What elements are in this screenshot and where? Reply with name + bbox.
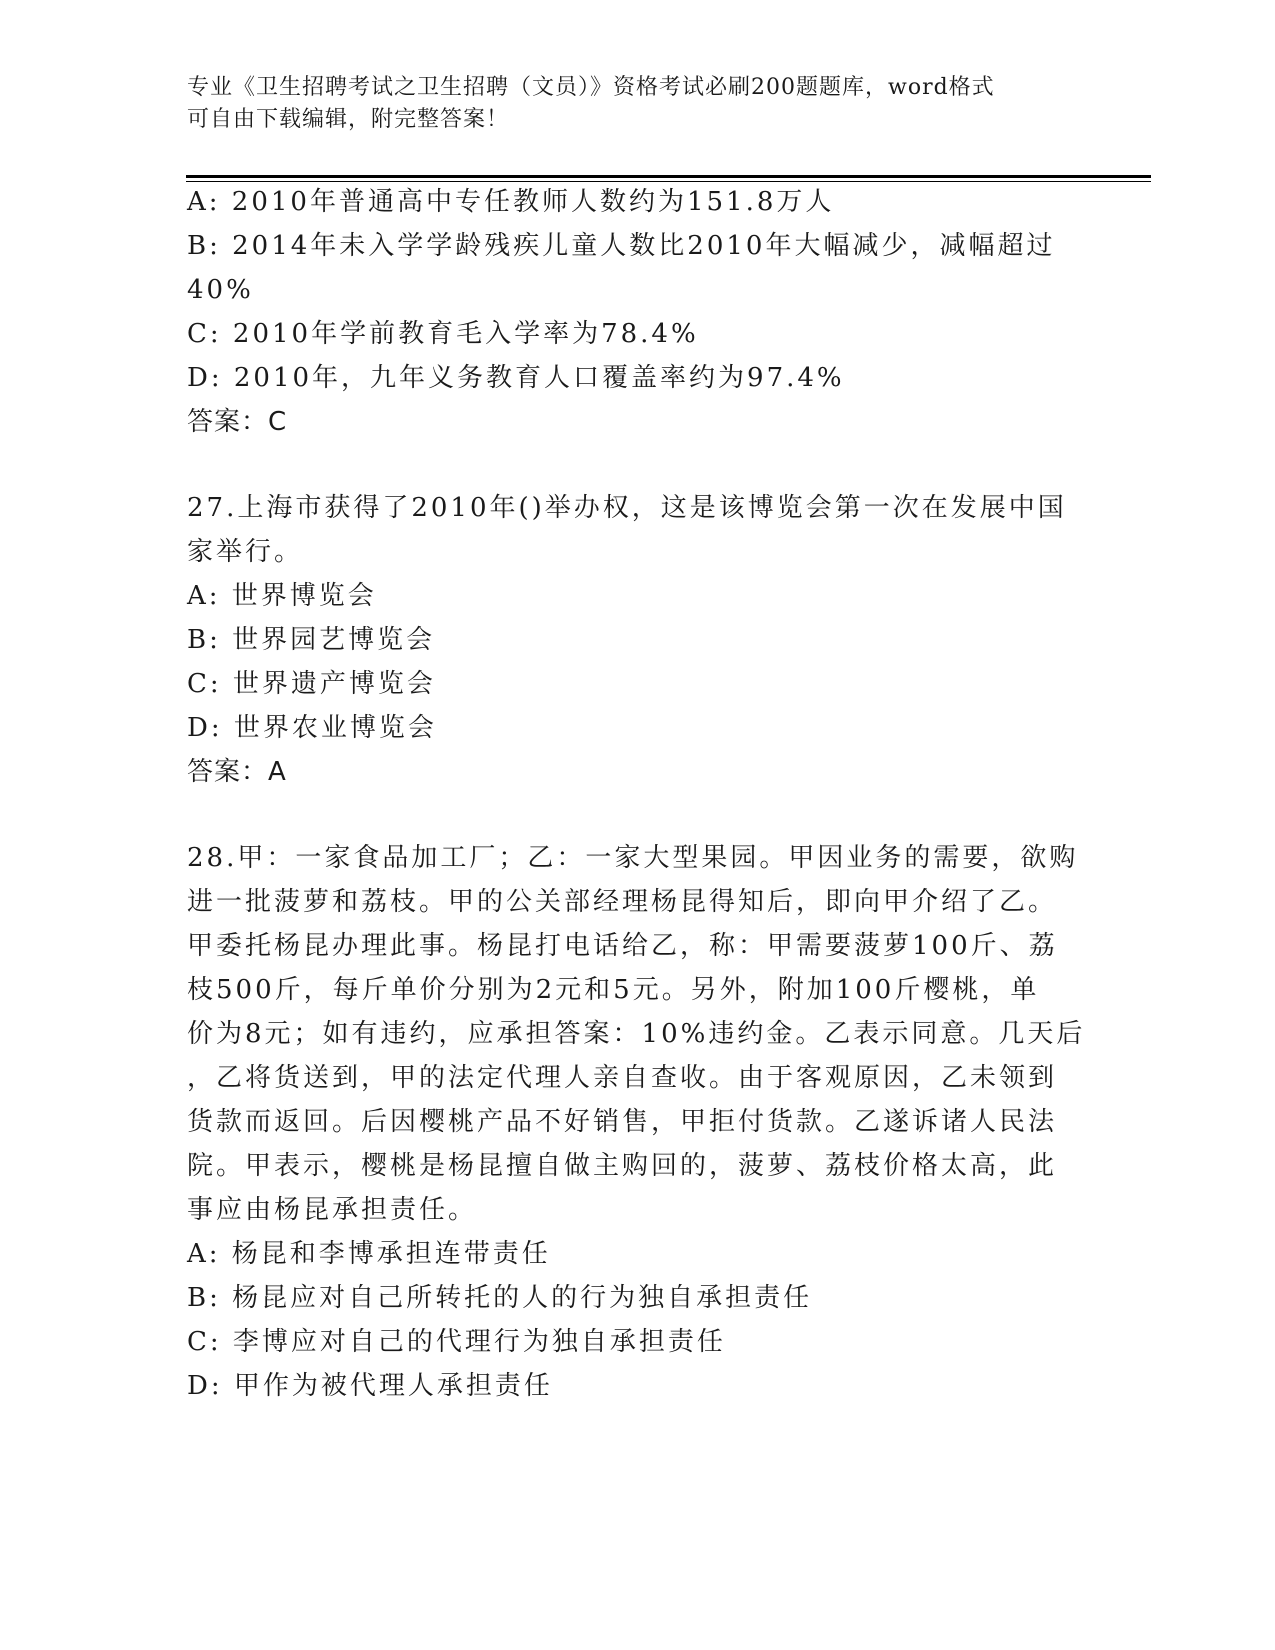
q28-stem-line: 事应由杨昆承担责任。 (187, 1195, 478, 1225)
q27-option-d: D: 世界农业博览会 (187, 713, 437, 743)
q26-option-c: C: 2010年学前教育毛入学率为78.4% (187, 319, 699, 349)
q27-option-a: A: 世界博览会 (187, 581, 377, 611)
q27-option-b: B: 世界园艺博览会 (187, 625, 436, 655)
q28-stem-line: 28.甲：一家食品加工厂；乙：一家大型果园。甲因业务的需要，欲购 (187, 843, 1079, 873)
document-header (187, 72, 1067, 136)
q28-option-c: C: 李博应对自己的代理行为独自承担责任 (187, 1327, 726, 1357)
q27-option-c: C: 世界遗产博览会 (187, 669, 436, 699)
q26-option-b: B: 2014年未入学学龄残疾儿童人数比2010年大幅减少，减幅超过 (187, 231, 1056, 261)
q28-stem-line: 院。甲表示，樱桃是杨昆擅自做主购回的，菠萝、荔枝价格太高，此 (187, 1151, 1058, 1181)
q28-option-d: D: 甲作为被代理人承担责任 (187, 1371, 553, 1401)
header-title-line-1: 专业《卫生招聘考试之卫生招聘（文员）》资格考试必刷200题题库，word格式 (187, 75, 995, 100)
q27-stem-line-2: 家举行。 (187, 537, 304, 567)
q28-stem-line: 进一批菠萝和荔枝。甲的公关部经理杨昆得知后，即向甲介绍了乙。 (187, 887, 1058, 917)
q28-stem-line: ，乙将货送到，甲的法定代理人亲自查收。由于客观原因，乙未领到 (187, 1063, 1058, 1093)
header-title-line-2: 可自由下载编辑，附完整答案！ (187, 107, 510, 132)
header-rule-thin (186, 181, 1151, 182)
q28-stem-line: 枝500斤，每斤单价分别为2元和5元。另外，附加100斤樱桃，单 (187, 975, 1040, 1005)
q27-answer: 答案：A (187, 757, 287, 787)
header-rule-thick (186, 175, 1151, 178)
q28-stem-line: 甲委托杨昆办理此事。杨昆打电话给乙，称：甲需要菠萝100斤、荔 (187, 931, 1058, 961)
q28-option-a: A: 杨昆和李博承担连带责任 (187, 1239, 551, 1269)
q28-option-b: B: 杨昆应对自己所转托的人的行为独自承担责任 (187, 1283, 813, 1313)
q26-option-a: A: 2010年普通高中专任教师人数约为151.8万人 (187, 187, 835, 217)
q28-stem-line: 价为8元；如有违约，应承担答案：10%违约金。乙表示同意。几天后 (187, 1019, 1086, 1049)
q26-option-d: D: 2010年，九年义务教育人口覆盖率约为97.4% (187, 363, 845, 393)
q27-stem-line-1: 27.上海市获得了2010年()举办权，这是该博览会第一次在发展中国 (187, 493, 1067, 523)
q28-stem-line: 货款而返回。后因樱桃产品不好销售，甲拒付货款。乙遂诉诸人民法 (187, 1107, 1058, 1137)
q26-option-b-continued: 40% (187, 275, 254, 305)
q26-answer: 答案：C (187, 407, 288, 437)
